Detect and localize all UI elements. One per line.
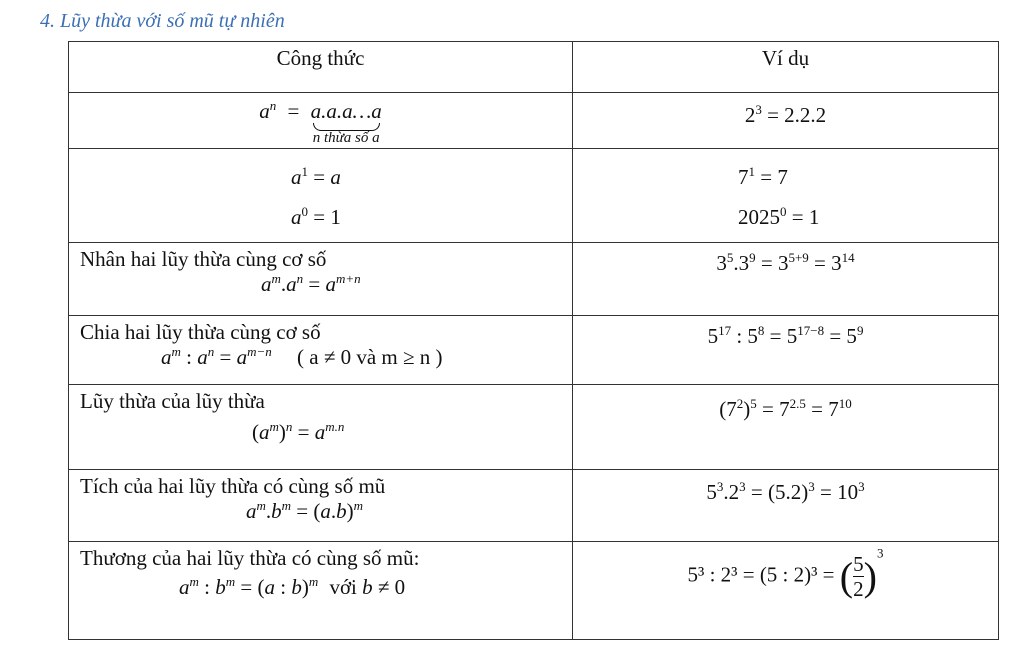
example-cell: $5^3.2^3 = (5.2)^3 = 10^3$ (573, 470, 999, 542)
example-cell (573, 93, 999, 149)
formula-definition: $a^n$ (259, 98, 277, 123)
example-cell: 5³ : 2³ = (5 : 2)³ = ( $\frac{5}{2}$ )$^3$ (573, 542, 999, 640)
table-row (69, 316, 999, 385)
table-row (69, 470, 999, 542)
section-heading: 4. Lũy thừa với số mũ tự nhiên (40, 10, 285, 32)
example-cell: $3^5.3^9 = 3^{5+9} = 3^{14}$ (573, 243, 999, 316)
table-row (69, 93, 999, 149)
col-header-example: Ví dụ (573, 42, 999, 93)
exponent-rules-table (68, 41, 999, 640)
rule-title: Lũy thừa của lũy thừa (80, 389, 265, 413)
rule-title: Thương của hai lũy thừa có cùng số mũ: (80, 546, 420, 570)
table-row (69, 243, 999, 316)
rule-title: Tích của hai lũy thừa có cùng số mũ (80, 474, 386, 498)
formula-cell: Lũy thừa của lũy thừa $(a^m)^n = a^{m.n}$ (69, 385, 573, 470)
condition-text: ( a ≠ 0 và m ≥ n ) (297, 345, 443, 369)
product-underbrace: a.a.a…a n thừa số a (310, 99, 382, 146)
table-header-row (69, 42, 999, 93)
col-header-formula: Công thức (69, 42, 573, 93)
formula-cell: Thương của hai lũy thừa có cùng số mũ: $a^m$ : $b^m = (a$ : b)$^m$ với b ≠ 0 (69, 542, 573, 640)
formula-cell: Tích của hai lũy thừa có cùng số mũ $a^m.b^m = (a.b)^m$ (69, 470, 573, 542)
brace-label: n thừa số a (312, 130, 380, 146)
formula-cell: $a^1 = a$ $a^0 = 1$ (69, 149, 573, 243)
fraction: $\frac{5}{2}$ (853, 552, 864, 601)
example-text: 5³ : 2³ = (5 : 2)³ = (687, 562, 835, 587)
example-text: $2^3 = 2.2.2$ (744, 102, 827, 127)
formula-cell: Chia hai lũy thừa cùng cơ số $a^m$ : $a^n = a^{m-n}$ ( a ≠ 0 và m ≥ n ) (69, 316, 573, 385)
rule-title: Nhân hai lũy thừa cùng cơ số (80, 247, 327, 271)
table-row (69, 149, 999, 243)
rule-title: Chia hai lũy thừa cùng cơ số (80, 320, 321, 344)
formula-cell: Nhân hai lũy thừa cùng cơ số $a^m.a^n = a^{m+n}$ (69, 243, 573, 316)
example-cell: $5^{17}$ : $5^8 = 5^{17-8} = 5^9$ (573, 316, 999, 385)
table-row (69, 542, 999, 640)
table-row (69, 385, 999, 470)
example-cell: $(7^2)^5 = 7^{2.5} = 7^{10}$ (573, 385, 999, 470)
example-cell: $7^1 = 7$ $2025^0 = 1$ (573, 149, 999, 243)
formula-cell: $a^n$ = a.a.a…a n thừa số a (69, 93, 573, 149)
